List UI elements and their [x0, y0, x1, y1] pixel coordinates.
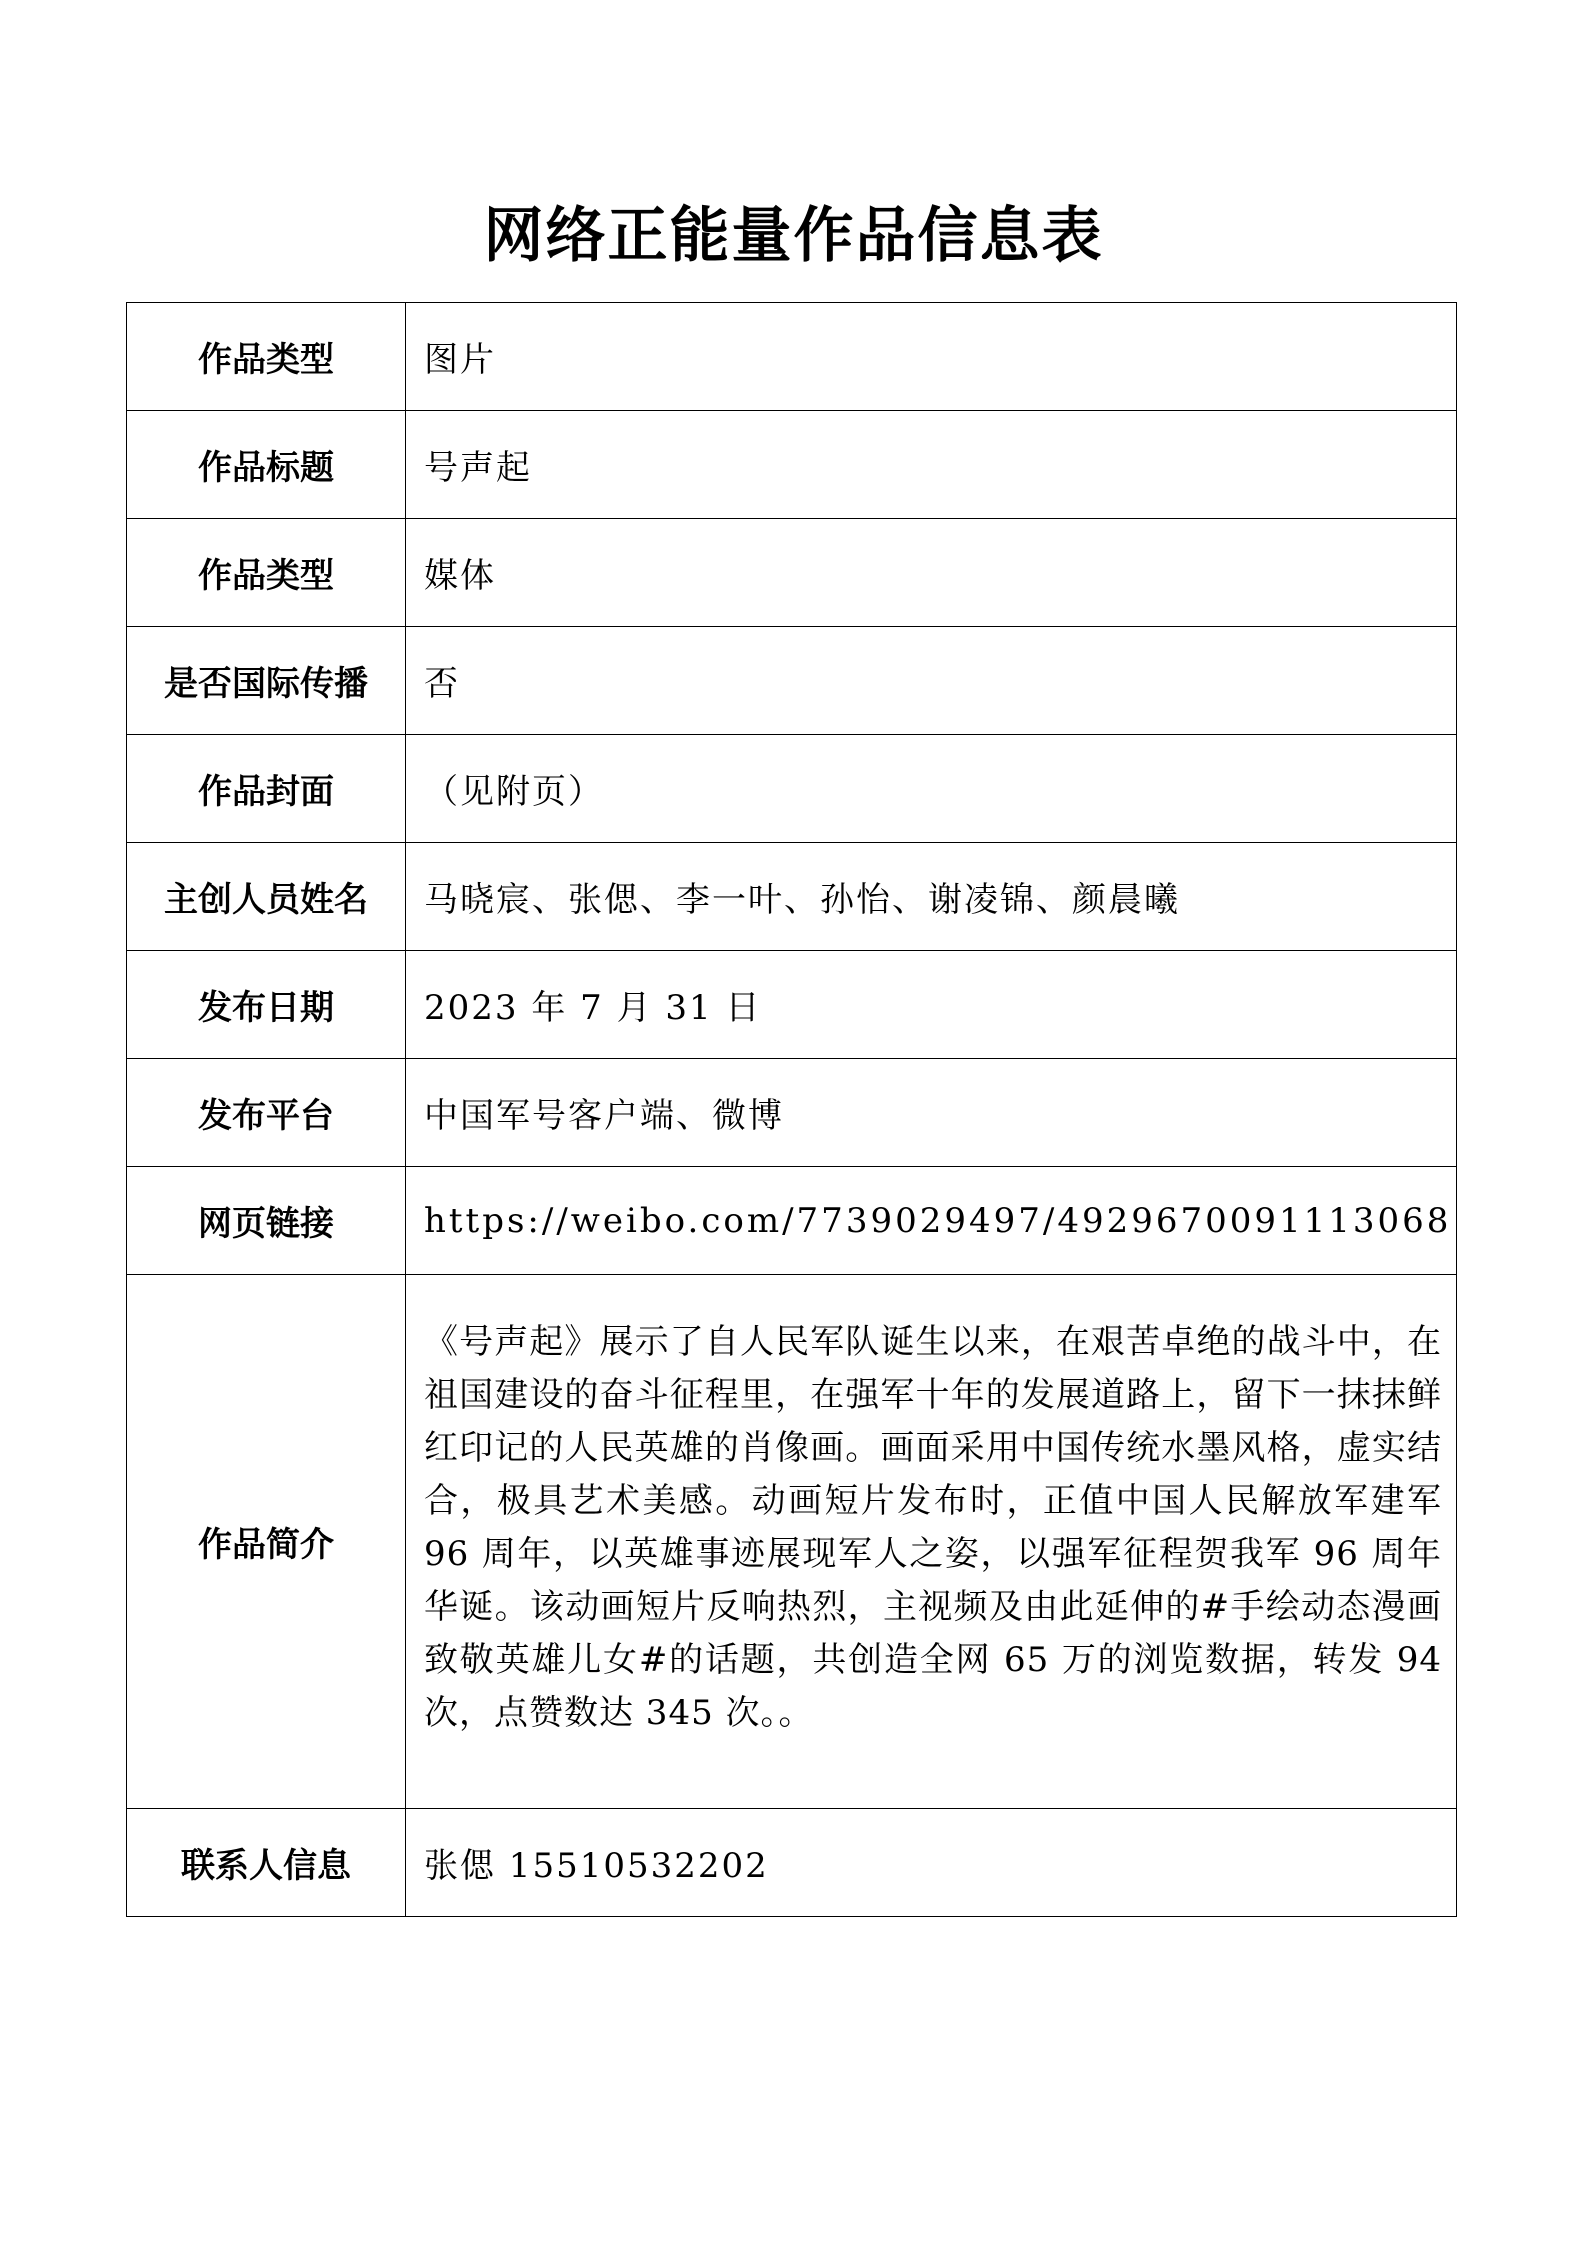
row-label: 作品类型	[127, 519, 406, 627]
row-value: 2023 年 7 月 31 日	[406, 951, 1457, 1059]
row-label: 作品标题	[127, 411, 406, 519]
page-title: 网络正能量作品信息表	[483, 201, 1104, 271]
table-row-work-title	[127, 411, 1457, 519]
info-table	[126, 302, 1457, 1917]
row-label: 发布平台	[127, 1059, 406, 1167]
row-value: 马晓宸、张偲、李一叶、孙怡、谢凌锦、颜晨曦	[406, 843, 1457, 951]
row-label: 作品类型	[127, 303, 406, 411]
table-row-link	[127, 1167, 1457, 1275]
table-row-work-category	[127, 519, 1457, 627]
row-label: 发布日期	[127, 951, 406, 1059]
row-value: 中国军号客户端、微博	[406, 1059, 1457, 1167]
table-row-cover	[127, 735, 1457, 843]
row-label: 作品封面	[127, 735, 406, 843]
table-row-summary	[127, 1275, 1457, 1809]
table-row-platform	[127, 1059, 1457, 1167]
summary-text: 《号声起》展示了自人民军队诞生以来，在艰苦卓绝的战斗中，在祖国建设的奋斗征程里，在强军十年的发展道路上，留下一抹抹鲜红印记的人民英雄的肖像画。画面采用中国传统水墨风格，虚实结合，极具艺术美感。动画短片发布时，正值中国人民解放军建军 96 周年，以英雄事迹展现军人之姿，以强军征程贺我军 96 周年华诞。该动画短片反响热烈，主视频及由此延伸的#手绘动态漫画致敬英雄儿女#的话题，共创造全网 65 万的浏览数据，转发 94 次，点赞数达 345 次。。	[406, 1275, 1457, 1809]
row-value: 号声起	[406, 411, 1457, 519]
row-label: 作品简介	[127, 1275, 406, 1809]
table-row-work-type	[127, 303, 1457, 411]
row-value: 否	[406, 627, 1457, 735]
row-label: 是否国际传播	[127, 627, 406, 735]
table-row-international	[127, 627, 1457, 735]
row-value	[406, 1167, 1457, 1275]
table-row-contact	[127, 1809, 1457, 1917]
row-label: 网页链接	[127, 1167, 406, 1275]
table-row-creators	[127, 843, 1457, 951]
row-label: 联系人信息	[127, 1809, 406, 1917]
row-value: 图片	[406, 303, 1457, 411]
table-row-publish-date	[127, 951, 1457, 1059]
row-value: （见附页）	[406, 735, 1457, 843]
row-label: 主创人员姓名	[127, 843, 406, 951]
row-value: 张偲 15510532202	[406, 1809, 1457, 1917]
row-value: 媒体	[406, 519, 1457, 627]
web-link[interactable]: https://weibo.com/7739029497/4929670091113068	[424, 1200, 1452, 1241]
